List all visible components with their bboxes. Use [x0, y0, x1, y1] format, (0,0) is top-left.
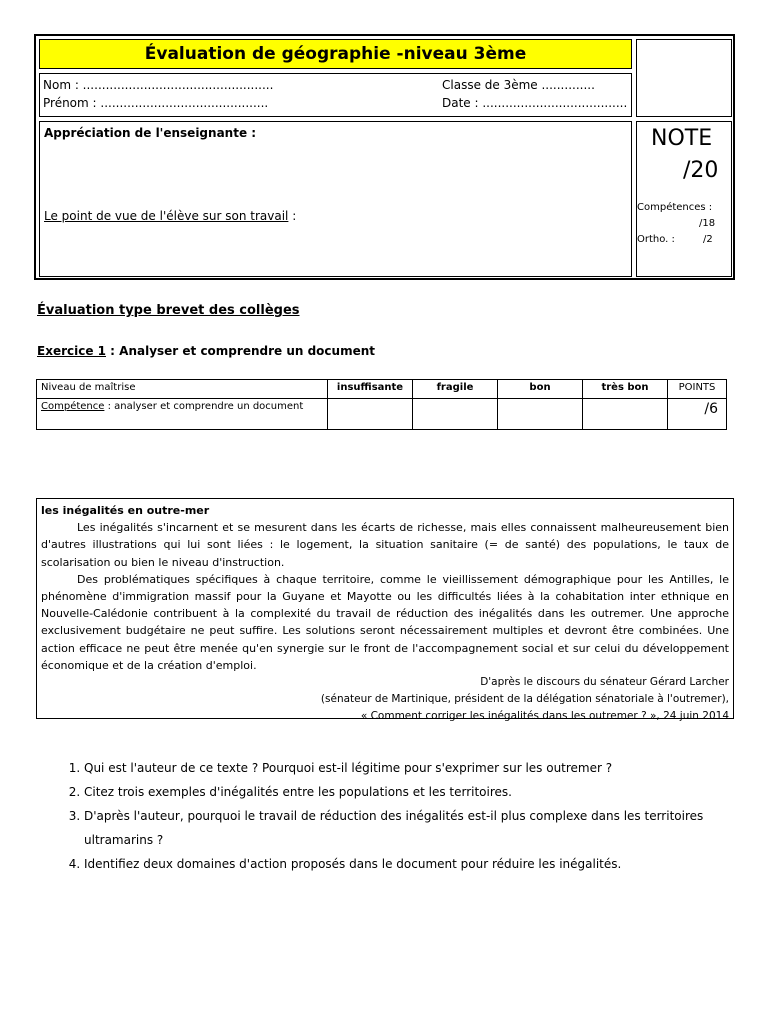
appreciation-label: Appréciation de l'enseignante : [44, 126, 257, 140]
appreciation-box [39, 121, 632, 277]
level-insuffisante: insuffisante [328, 380, 413, 399]
cell-insuffisante[interactable] [328, 399, 413, 430]
cell-fragile[interactable] [413, 399, 498, 430]
exercise-title: : Analyser et comprendre un document [106, 344, 375, 358]
question-item: 2. Citez trois exemples d'inégalités entre les populations et les territoires. [84, 780, 768, 804]
ortho-label: Ortho. : [637, 234, 675, 245]
student-id-box [39, 73, 632, 117]
student-pov-colon: : [288, 209, 297, 223]
level-tres-bon: très bon [583, 380, 668, 399]
question-item: 4. Identifiez deux domaines d'action proposés dans le document pour réduire les inégalités. [84, 852, 768, 876]
header-frame [34, 34, 735, 280]
question-item: 3. D'après l'auteur, pourquoi le travail de réduction des inégalités est-il plus complexe dans les territoires ultramarins ? [84, 804, 768, 852]
document-source-ref: « Comment corriger les inégalités dans les outremer ? », 24 juin 2014 [360, 710, 729, 723]
level-bon: bon [498, 380, 583, 399]
question-list [40, 756, 768, 876]
page-title: Évaluation de géographie -niveau 3ème [39, 39, 632, 69]
points-value: /6 [668, 399, 727, 430]
points-header: POINTS [668, 380, 727, 399]
question-item: 1. Qui est l'auteur de ce texte ? Pourquoi est-il légitime pour s'exprimer sur les outremer ? [84, 756, 768, 780]
source-document [36, 498, 734, 723]
cell-tres-bon[interactable] [583, 399, 668, 430]
note-label: NOTE [651, 126, 713, 151]
level-fragile: fragile [413, 380, 498, 399]
student-pov-label [44, 209, 296, 223]
exercise-heading [37, 344, 375, 358]
document-source-role: (sénateur de Martinique, président de la délégation sénatoriale à l'outremer), [320, 693, 729, 706]
competence-cell [37, 399, 328, 430]
document-paragraph: Des problématiques spécifiques à chaque territoire, comme le vieillissement démographique pour les Antilles, le phénomène d'immigration massif pour la Guyane et Mayotte ou les difficultés liées à la cohabitation inter ethnique en Nouvelle-Calédonie contribuent à la complexité du travail de réduction des inégalités dans les outremer. Une approche exclusivement budgétaire ne peut suffire. Les solutions seront nécessairement multiples et devront être combinées. Une action efficace ne peut être menée qu'en synergie sur le front de l'accompagnement social et sur celui du développement économique et de la création d'emploi. [41, 572, 729, 672]
ortho-total: /2 [703, 234, 713, 245]
section-title: Évaluation type brevet des collèges [37, 303, 300, 318]
competency-table [36, 379, 727, 430]
date-field[interactable]: Date : ...................................... [442, 96, 628, 110]
document-title: les inégalités en outre-mer [41, 504, 210, 517]
competence-text: : analyser et comprendre un document [104, 401, 304, 412]
prenom-field[interactable]: Prénom : ............................................ [43, 96, 269, 110]
competency-header-row [37, 380, 727, 399]
document-paragraph: Les inégalités s'incarnent et se mesurent dans les écarts de richesse, mais elles connaissent malheureusement bien d'autres illustrations qui lui sont liées : le logement, la situation sanitaire (= de santé) des populations, le taux de scolarisation ou bien le niveau d'instruction. [41, 521, 729, 569]
competences-total: /18 [699, 218, 716, 229]
mastery-level-header: Niveau de maîtrise [37, 380, 328, 399]
nom-field[interactable]: Nom : .................................................. [43, 78, 274, 92]
competency-row [37, 399, 727, 430]
document-source-author: D'après le discours du sénateur Gérard Larcher [480, 676, 729, 689]
competences-label: Compétences : [637, 202, 713, 213]
grade-stamp-box [636, 39, 732, 117]
note-total: /20 [683, 158, 719, 183]
exercise-number: Exercice 1 [37, 344, 106, 358]
competence-word: Compétence [41, 401, 105, 412]
student-pov-text: Le point de vue de l'élève sur son travail [44, 209, 289, 223]
note-box [636, 121, 732, 277]
classe-field[interactable]: Classe de 3ème .............. [442, 78, 595, 92]
cell-bon[interactable] [498, 399, 583, 430]
